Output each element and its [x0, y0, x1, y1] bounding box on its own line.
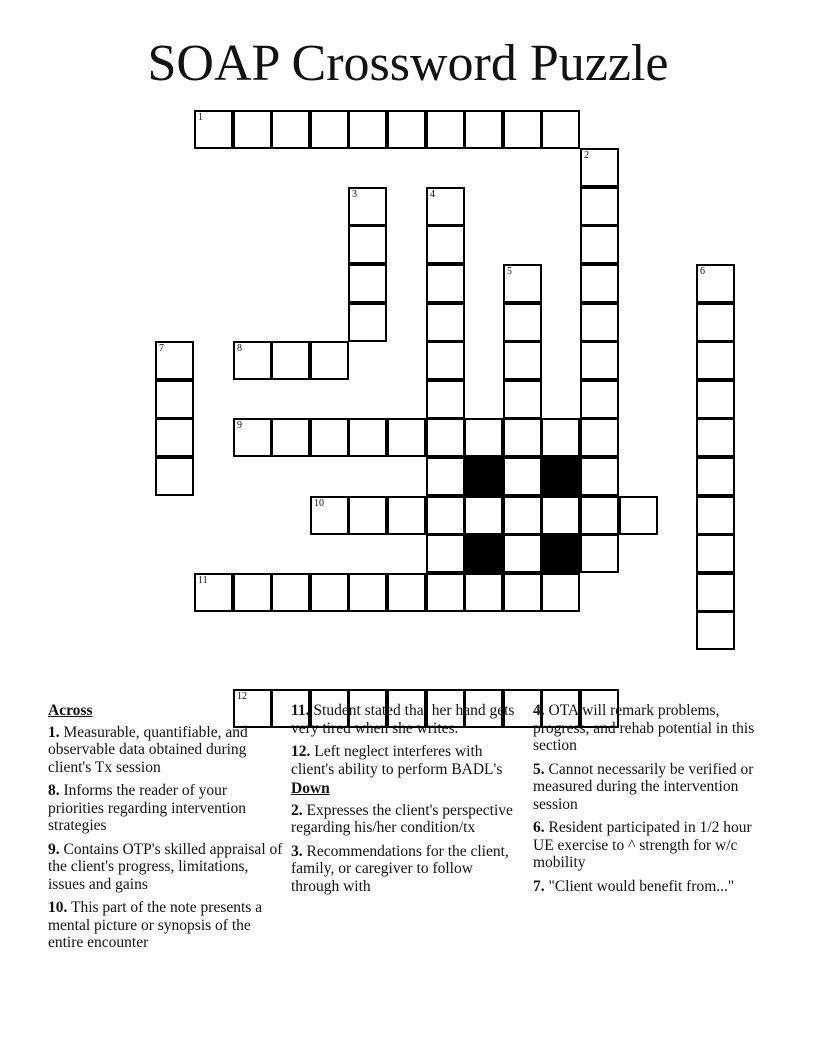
grid-cell[interactable]	[155, 341, 194, 380]
grid-cell[interactable]	[426, 573, 465, 612]
clue-number: 12.	[291, 743, 311, 760]
grid-cell[interactable]	[233, 110, 272, 149]
grid-cell[interactable]	[348, 496, 387, 535]
black-square	[464, 534, 503, 573]
grid-cell[interactable]	[580, 457, 619, 496]
clue-number: 1.	[48, 723, 60, 741]
clue-number: 10.	[48, 899, 68, 916]
grid-cell[interactable]	[194, 573, 233, 612]
grid-cell[interactable]	[271, 341, 310, 380]
clue-number-label: 4	[430, 189, 435, 200]
clue-text: Left neglect interferes with client's ability to perform BADL's	[291, 743, 503, 778]
grid-cell[interactable]	[503, 303, 542, 342]
grid-cell[interactable]	[426, 496, 465, 535]
black-square	[464, 457, 503, 496]
clue-text: "Client would benefit from..."	[548, 877, 735, 895]
grid-cell[interactable]	[464, 110, 503, 149]
clue-number: 8.	[48, 782, 60, 799]
grid-cell[interactable]	[541, 110, 580, 149]
clue-number: 11.	[291, 702, 310, 719]
grid-cell[interactable]	[426, 534, 465, 573]
grid-cell[interactable]	[464, 418, 503, 457]
grid-cell[interactable]	[387, 418, 426, 457]
clue-text: Recommendations for the client, family, or caregiver to follow through with	[291, 842, 509, 895]
grid-cell[interactable]	[580, 534, 619, 573]
clue-number-label: 10	[314, 498, 324, 509]
grid-cell[interactable]	[541, 418, 580, 457]
grid-cell[interactable]	[503, 110, 542, 149]
grid-cell[interactable]	[271, 418, 310, 457]
across-clue-10	[48, 899, 284, 952]
grid-cell[interactable]	[387, 496, 426, 535]
grid-cell[interactable]	[696, 534, 735, 573]
grid-cell[interactable]	[426, 187, 465, 226]
clue-number-label: 1	[198, 112, 203, 123]
clues-column-2	[291, 702, 519, 901]
clue-number: 9.	[48, 840, 60, 858]
page-title: SOAP Crossword Puzzle	[147, 35, 669, 92]
grid-cell[interactable]	[503, 418, 542, 457]
grid-cell[interactable]	[580, 264, 619, 303]
grid-cell[interactable]	[310, 418, 349, 457]
grid-cell[interactable]	[426, 225, 465, 264]
grid-cell[interactable]	[580, 303, 619, 342]
clue-number: 7.	[533, 877, 545, 895]
grid-cell[interactable]	[348, 187, 387, 226]
clue-number-label: 7	[159, 343, 164, 354]
clue-number-label: 8	[237, 343, 242, 354]
grid-cell[interactable]	[580, 496, 619, 535]
down-clue-5	[533, 761, 765, 814]
down-clue-4	[533, 702, 765, 755]
grid-cell[interactable]	[348, 225, 387, 264]
clue-number-label: 2	[584, 150, 589, 161]
clue-number-label: 6	[700, 266, 705, 277]
across-clue-1	[48, 724, 284, 777]
grid-cell[interactable]	[696, 457, 735, 496]
across-clue-8	[48, 782, 284, 835]
grid-cell[interactable]	[464, 496, 503, 535]
grid-cell[interactable]	[580, 225, 619, 264]
clue-text: This part of the note presents a mental picture or synopsis of the entire encounter	[48, 899, 263, 951]
grid-cell[interactable]	[541, 496, 580, 535]
grid-cell[interactable]	[310, 573, 349, 612]
clue-text: Informs the reader of your priorities regarding intervention strategies	[48, 782, 246, 834]
grid-cell[interactable]	[348, 110, 387, 149]
grid-cell[interactable]	[696, 264, 735, 303]
across-clue-12	[291, 743, 519, 778]
grid-cell[interactable]	[696, 496, 735, 535]
grid-cell[interactable]	[580, 341, 619, 380]
grid-cell[interactable]	[233, 341, 272, 380]
grid-cell[interactable]	[503, 496, 542, 535]
clue-number: 3.	[291, 842, 303, 860]
clue-number-label: 9	[237, 420, 242, 431]
grid-cell[interactable]	[426, 380, 465, 419]
clue-number: 4.	[533, 702, 545, 719]
down-clue-2	[291, 802, 519, 837]
across-clue-11	[291, 702, 519, 737]
grid-cell[interactable]	[426, 264, 465, 303]
clue-text: Cannot necessarily be verified or measured during the intervention session	[533, 760, 754, 813]
grid-cell[interactable]	[580, 418, 619, 457]
clue-number-label: 12	[237, 691, 247, 702]
grid-cell[interactable]	[503, 573, 542, 612]
down-clue-3	[291, 843, 519, 896]
across-clue-9	[48, 841, 284, 894]
grid-cell[interactable]	[233, 418, 272, 457]
grid-cell[interactable]	[580, 380, 619, 419]
clue-text: Student stated that her hand gets very tired when she writes.	[291, 702, 515, 737]
grid-cell[interactable]	[348, 418, 387, 457]
clue-number-label: 3	[352, 189, 357, 200]
grid-cell[interactable]	[580, 187, 619, 226]
grid-cell[interactable]	[580, 148, 619, 187]
clue-text: Measurable, quantifiable, and observable data obtained during client's Tx session	[48, 723, 248, 776]
grid-cell[interactable]	[696, 611, 735, 650]
grid-cell[interactable]	[426, 418, 465, 457]
clue-number: 6.	[533, 819, 545, 836]
grid-cell[interactable]	[696, 380, 735, 419]
grid-cell[interactable]	[310, 341, 349, 380]
grid-cell[interactable]	[541, 573, 580, 612]
black-square	[541, 457, 580, 496]
grid-cell[interactable]	[696, 303, 735, 342]
grid-cell[interactable]	[348, 264, 387, 303]
grid-cell[interactable]	[310, 110, 349, 149]
grid-cell[interactable]	[426, 457, 465, 496]
clue-number: 5.	[533, 760, 545, 778]
grid-cell[interactable]	[426, 110, 465, 149]
grid-cell[interactable]	[503, 264, 542, 303]
grid-cell[interactable]	[155, 380, 194, 419]
grid-cell[interactable]	[503, 534, 542, 573]
grid-cell[interactable]	[696, 418, 735, 457]
grid-cell[interactable]	[503, 341, 542, 380]
grid-cell[interactable]	[348, 303, 387, 342]
grid-cell[interactable]	[194, 110, 233, 149]
grid-cell[interactable]	[233, 573, 272, 612]
grid-cell[interactable]	[696, 341, 735, 380]
clue-number-label: 5	[507, 266, 512, 277]
clue-text: Contains OTP's skilled appraisal of the client's progress, limitations, issues and gains	[48, 840, 283, 893]
clue-text: Resident participated in 1/2 hour UE exercise to ^ strength for w/c mobility	[533, 819, 752, 871]
down-clue-6	[533, 819, 765, 872]
clue-number-label: 11	[198, 575, 208, 586]
grid-cell[interactable]	[155, 457, 194, 496]
grid-cell[interactable]	[619, 496, 658, 535]
grid-cell[interactable]	[426, 341, 465, 380]
grid-cell[interactable]	[271, 573, 310, 612]
black-square	[541, 534, 580, 573]
grid-cell[interactable]	[503, 457, 542, 496]
grid-cell[interactable]	[155, 418, 194, 457]
clue-number: 2.	[291, 801, 303, 819]
grid-cell[interactable]	[271, 110, 310, 149]
down-clue-7	[533, 878, 765, 896]
grid-cell[interactable]	[387, 110, 426, 149]
clues-column-3	[533, 702, 765, 901]
grid-cell[interactable]	[464, 573, 503, 612]
clue-text: OTA will remark problems, progress, and rehab potential in this section	[533, 702, 755, 754]
grid-cell[interactable]	[503, 380, 542, 419]
clue-text: Expresses the client's perspective regarding his/her condition/tx	[291, 801, 513, 836]
down-heading: Down	[291, 780, 330, 797]
grid-cell[interactable]	[348, 573, 387, 612]
grid-cell[interactable]	[387, 573, 426, 612]
grid-cell[interactable]	[696, 573, 735, 612]
grid-cell[interactable]	[426, 303, 465, 342]
grid-cell[interactable]	[310, 496, 349, 535]
clues-column-1	[48, 702, 284, 958]
across-heading: Across	[48, 702, 93, 719]
